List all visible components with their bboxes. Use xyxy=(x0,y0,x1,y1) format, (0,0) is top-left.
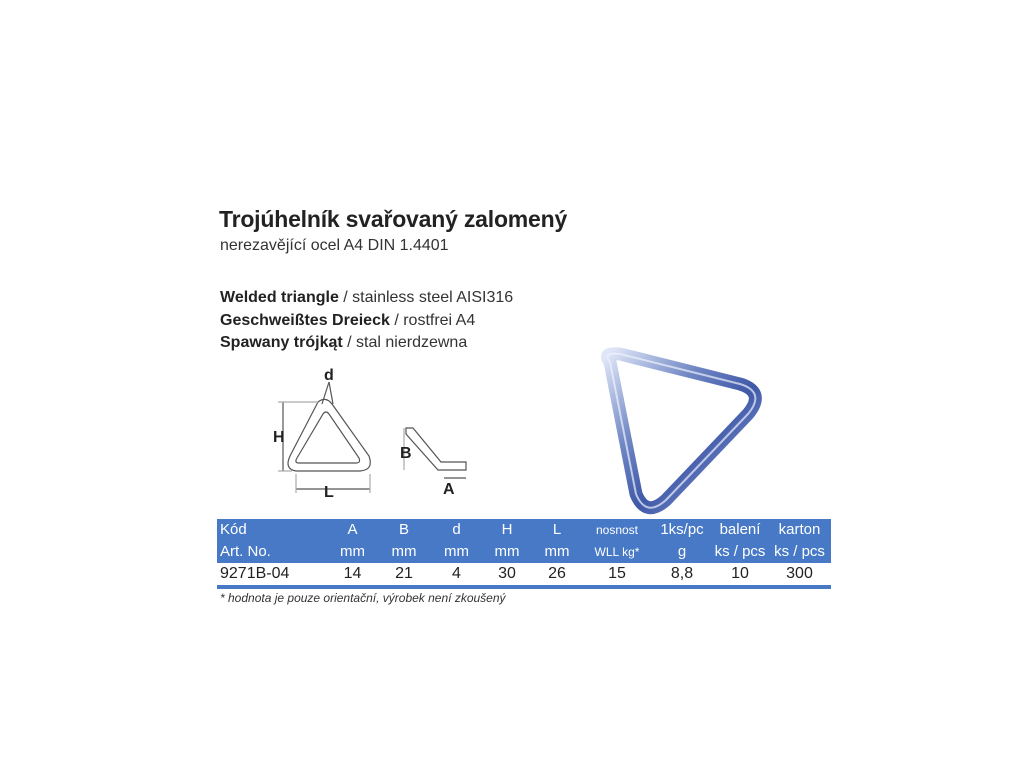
header-cell: mm xyxy=(494,543,520,560)
spec-table xyxy=(217,519,831,589)
table-cell: 14 xyxy=(343,565,362,582)
header-cell: Kód xyxy=(220,521,247,538)
header-cell: Art. No. xyxy=(220,543,271,560)
translation-pl-name: Spawany trójkąt xyxy=(220,334,343,351)
header-row-1 xyxy=(217,519,831,541)
translation-en-name: Welded triangle xyxy=(220,289,339,306)
translation-de-desc: / rostfrei A4 xyxy=(389,312,476,329)
header-cell: H xyxy=(501,521,513,538)
table-cell: 30 xyxy=(498,565,516,582)
header-cell: mm xyxy=(340,543,365,560)
header-cell: karton xyxy=(778,521,821,538)
footnote: * hodnota je pouze orientační, výrobek není zkoušený xyxy=(220,591,506,605)
header-cell: ks / pcs xyxy=(774,543,825,560)
dim-l-label: L xyxy=(324,484,334,501)
header-cell: d xyxy=(452,521,461,538)
product-photo xyxy=(580,340,780,520)
table-cell: 15 xyxy=(608,565,626,582)
header-cell: g xyxy=(677,543,687,560)
header-cell: A xyxy=(347,521,358,538)
dim-d-label: d xyxy=(324,367,334,384)
header-row-2 xyxy=(217,541,831,563)
table-cell: 300 xyxy=(786,565,813,582)
product-title: Trojúhelník svařovaný zalomený xyxy=(219,206,568,232)
header-cell: mm xyxy=(444,543,469,560)
table-cell: 9271B-04 xyxy=(220,565,290,582)
table-cell: 8,8 xyxy=(670,565,694,582)
product-subtitle: nerezavějící ocel A4 DIN 1.4401 xyxy=(220,237,449,254)
header-cell: mm xyxy=(544,543,570,560)
header-cell: ks / pcs xyxy=(714,543,766,560)
table-cell: 4 xyxy=(452,565,461,582)
header-cell: mm xyxy=(391,543,417,560)
table-cell: 21 xyxy=(395,565,413,582)
header-cell: balení xyxy=(719,521,761,538)
header-cell: B xyxy=(398,521,409,538)
header-cell: L xyxy=(552,521,562,538)
translation-de-name: Geschweißtes Dreieck xyxy=(220,312,390,329)
header-cell: WLL kg* xyxy=(594,545,640,559)
dim-h-label: H xyxy=(273,429,285,446)
table-cell: 26 xyxy=(548,565,566,582)
header-cell: 1ks/pc xyxy=(660,521,704,538)
table-row xyxy=(217,563,831,587)
translation-en-desc: / stainless steel AISI316 xyxy=(338,289,514,306)
dim-b-label: B xyxy=(400,445,412,462)
dim-a-label: A xyxy=(443,481,455,498)
translation-pl-desc: / stal nierdzewna xyxy=(342,334,468,351)
header-cell: nosnost xyxy=(595,523,639,537)
table-cell: 10 xyxy=(731,565,749,582)
